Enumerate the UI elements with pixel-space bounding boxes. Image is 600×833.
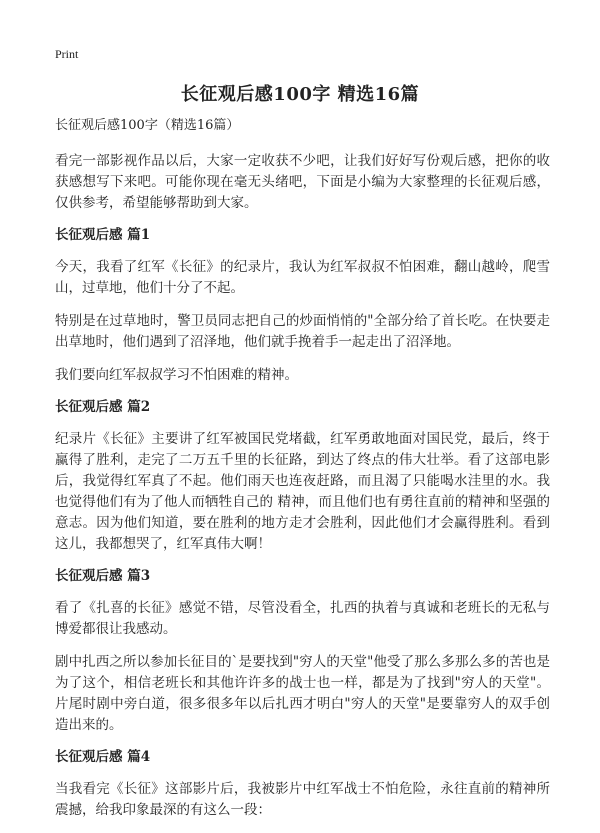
section-2: [55, 398, 550, 555]
section-heading: 长征观后感 篇1: [55, 227, 151, 243]
section-3: [55, 567, 550, 736]
section-paragraph: 剧中扎西之所以参加长征目的`是要找到"穷人的天堂"他受了那么多那么多的苦也是为了这个，相信老班长和其他许许多的战士也一样，都是为了找到"穷人的天堂"。片尾时剧中旁白道，很多很多年以后扎西才明白"穷人的天堂"是要靠穷人的双手创造出来的。: [55, 654, 550, 733]
section-heading: 长征观后感 篇2: [55, 399, 151, 415]
section-1: [55, 226, 550, 386]
section-4: [55, 748, 550, 821]
section-paragraph: 特别是在过草地时，警卫员同志把自己的炒面悄悄的"全部分给了首长吃。在快要走出草地时，他们遇到了沼泽地，他们就手挽着手一起走出了沼泽地。: [55, 313, 550, 350]
section-paragraph: 纪录片《长征》主要讲了红军被国民党堵截，红军勇敢地面对国民党，最后，终于赢得了胜利，走完了二万五千里的长征路，到达了终点的伟大壮举。看了这部电影后，我觉得红军真了不起。他们雨天也连夜赶路，而且渴了只能喝水洼里的水。我也觉得他们有为了他人而牺牲自己的 精神，而且他们也有勇往直前的精神和坚强的意志。因为他们知道，要在胜利的地方走才会胜利，因此他们才会赢得胜利。看到这儿，我都想哭了，红军真伟大啊！: [55, 431, 550, 552]
article-body: [55, 116, 550, 833]
section-heading: 长征观后感 篇3: [55, 568, 151, 584]
section-paragraph: 当我看完《长征》这部影片后，我被影片中红军战士不怕危险，永往直前的精神所震撼，给我印象最深的有这么一段：: [55, 781, 550, 818]
page-title: 长征观后感100字 精选16篇: [180, 84, 420, 105]
section-paragraph: 今天，我看了红军《长征》的纪录片，我认为红军叔叔不怕困难，翻山越岭，爬雪山，过草地，他们十分了不起。: [55, 259, 550, 296]
section-paragraph: 看了《扎喜的长征》感觉不错，尽管没看全，扎西的执着与真诚和老班长的无私与博爱都很让我感动。: [55, 600, 550, 637]
section-paragraph: 我们要向红军叔叔学习不怕困难的精神。: [55, 367, 298, 383]
article-subtitle: 长征观后感100字（精选16篇）: [55, 118, 240, 133]
intro-paragraph: 看完一部影视作品以后，大家一定收获不少吧，让我们好好写份观后感，把你的收获感想写下来吧。可能你现在毫无头绪吧，下面是小编为大家整理的长征观后感，仅供参考，希望能够帮助到大家。: [55, 153, 550, 211]
print-link[interactable]: Print: [55, 47, 79, 61]
section-heading: 长征观后感 篇4: [55, 749, 151, 765]
